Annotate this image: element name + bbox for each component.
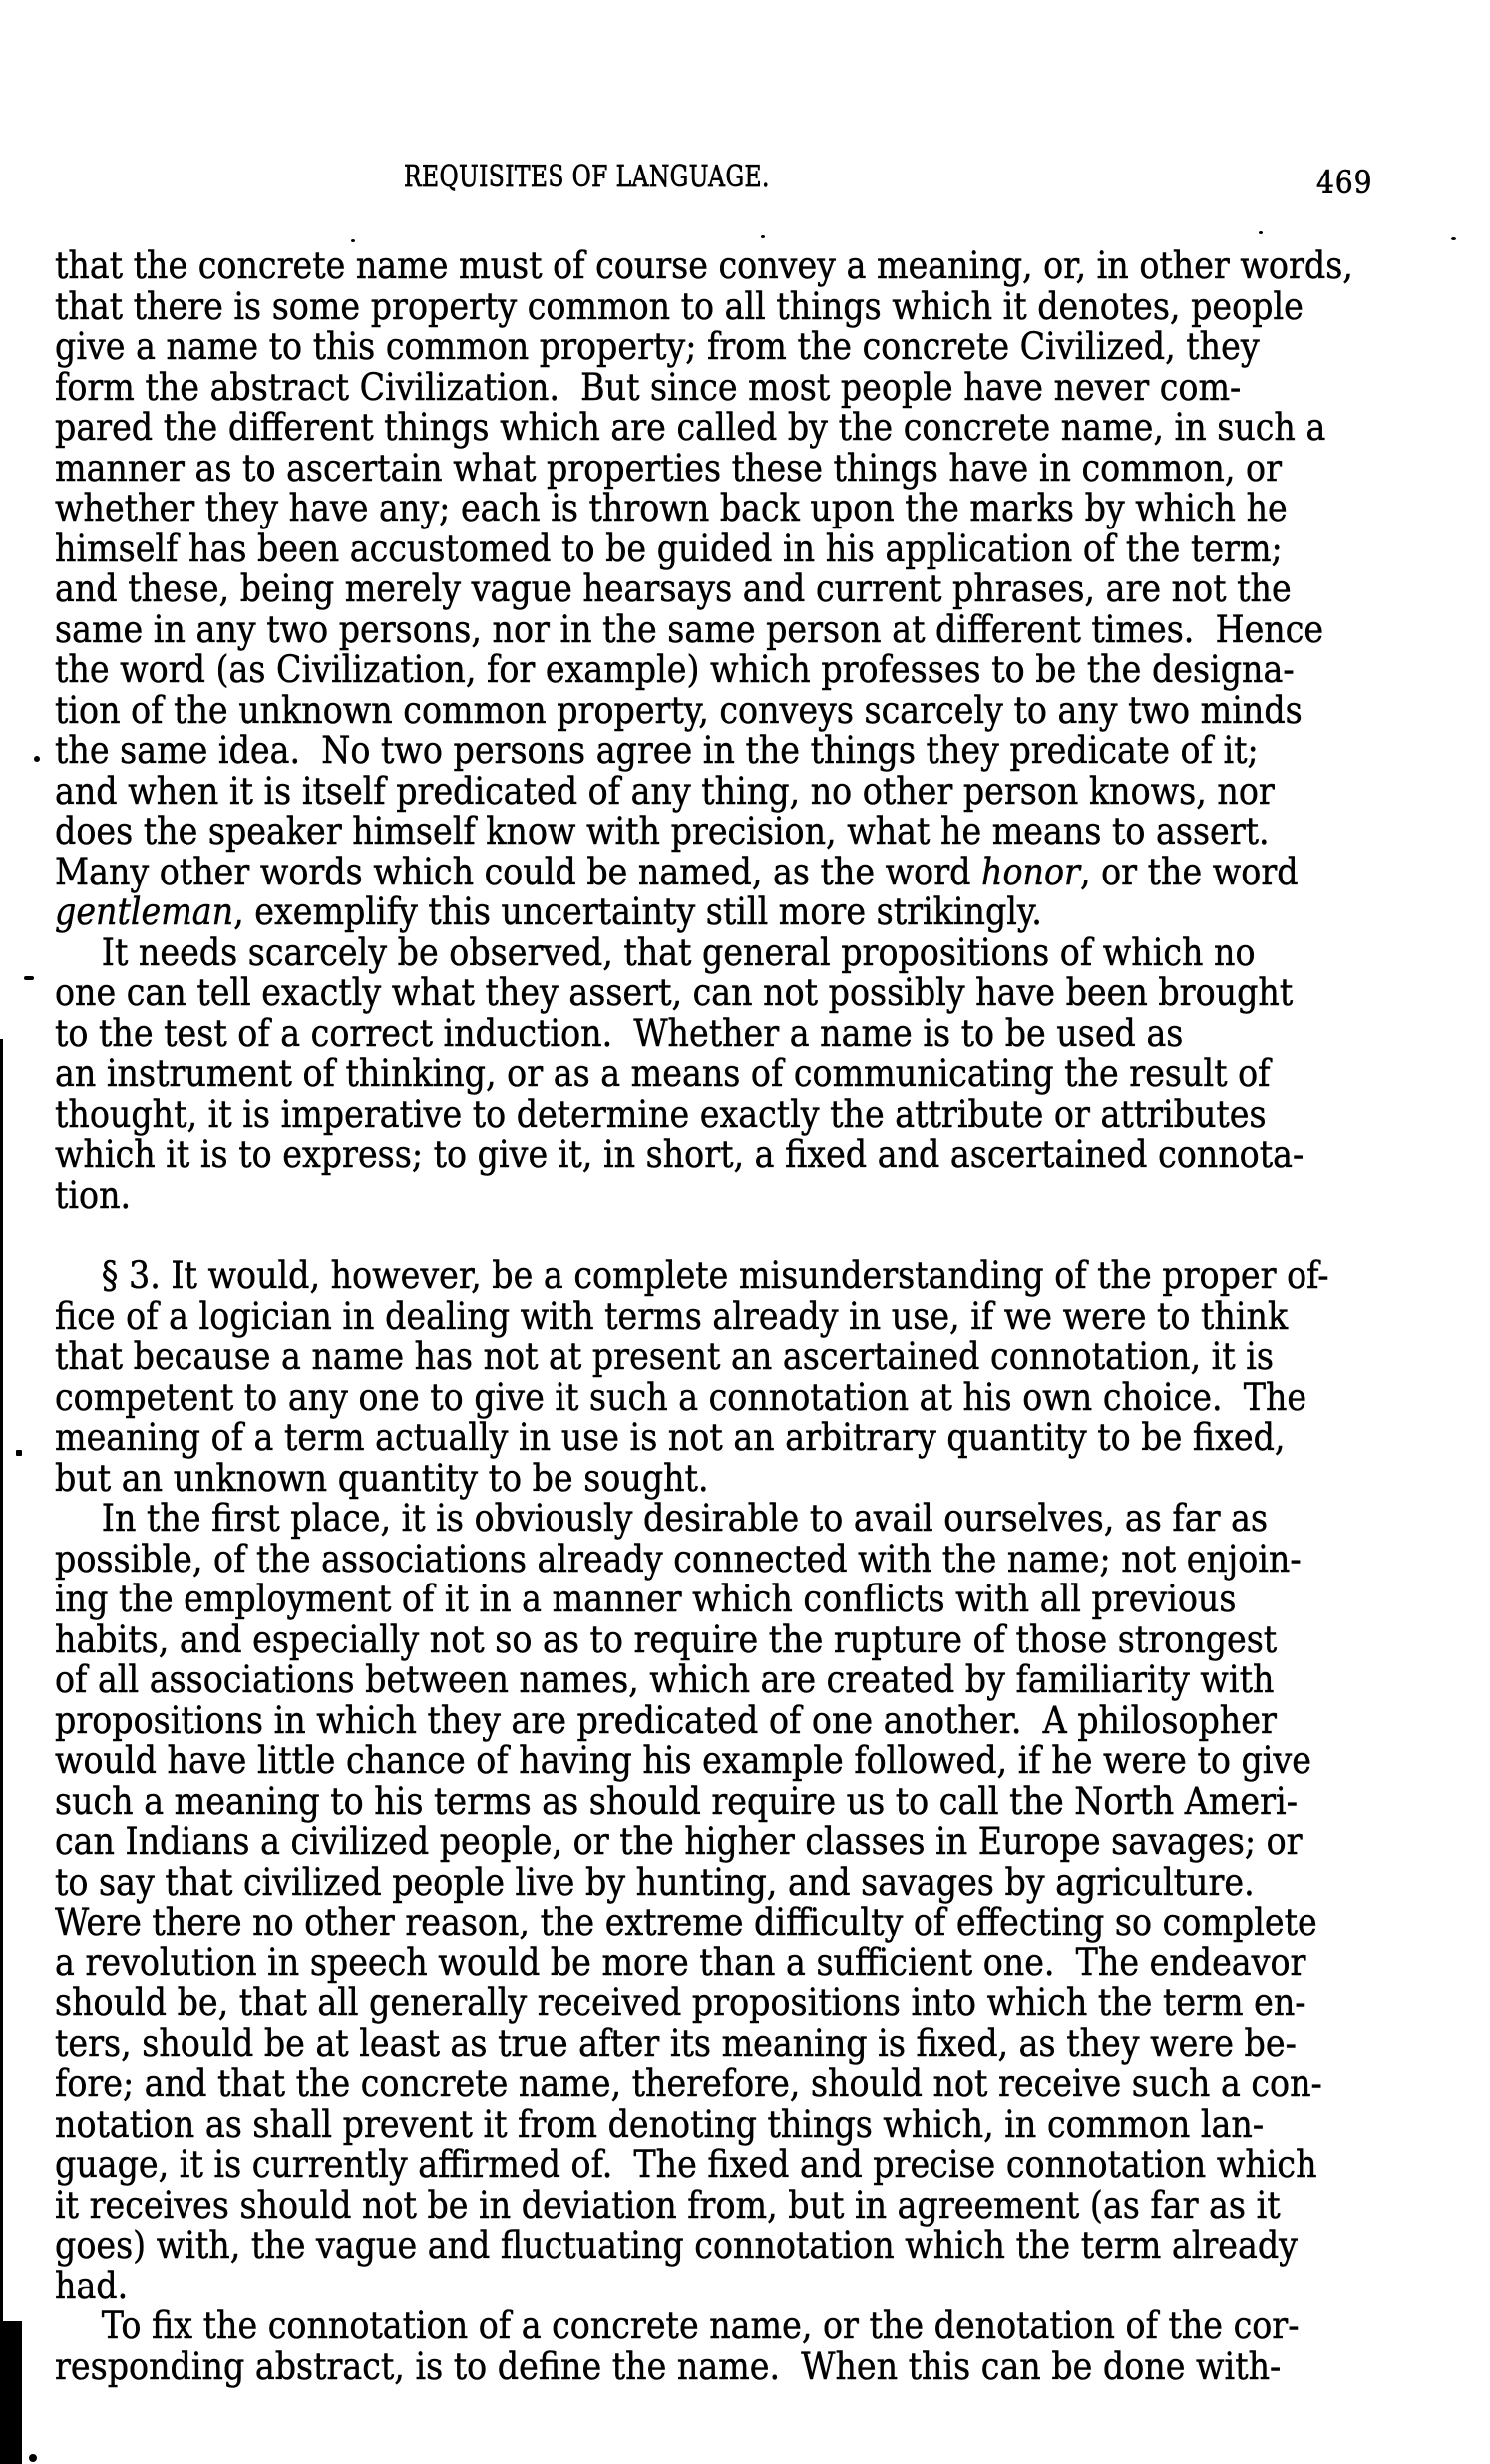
paragraph <box>55 1499 1453 2306</box>
text-line: the word (as Civilization, for example) which professes to be the designa- <box>55 648 1295 691</box>
text-line: In the first place, it is obviously desirable to avail ourselves, as far as <box>101 1497 1269 1540</box>
text-line: fice of a logician in dealing with terms already in use, if we were to think <box>55 1294 1289 1338</box>
text-line: does the speaker himself know with precision, what he means to assert. <box>55 810 1270 853</box>
text-line: fore; and that the concrete name, therefore, should not receive such a con- <box>55 2062 1322 2105</box>
text-line: can Indians a civilized people, or the higher classes in Europe savages; or <box>55 1820 1303 1863</box>
paragraph <box>55 1256 1453 1499</box>
text-line: it receives should not be in deviation from, but in agreement (as far as it <box>55 2183 1281 2227</box>
text-line: one can tell exactly what they assert, can not possibly have been brought <box>55 971 1294 1014</box>
text-line: tion. <box>55 1173 132 1217</box>
text-line: give a name to this common property; from the concrete Civilized, they <box>55 325 1260 368</box>
scan-speck <box>351 239 355 242</box>
running-header: REQUISITES OF LANGUAGE. <box>404 160 770 194</box>
text-line: of all associations between names, which are created by familiarity with <box>55 1658 1275 1701</box>
text-line: an instrument of thinking, or as a means of communicating the result of <box>55 1052 1271 1095</box>
text-line: had. <box>55 2264 129 2307</box>
text-line: Were there no other reason, the extreme difficulty of effecting so complete <box>55 1901 1317 1943</box>
text-line: gentleman, exemplify this uncertainty still more strikingly. <box>55 890 1042 933</box>
text-line: tion of the unknown common property, conveys scarcely to any two minds <box>55 688 1303 732</box>
text-line: habits, and especially not so as to require the rupture of those strongest <box>55 1617 1278 1661</box>
text-line: that because a name has not at present an ascertained connotation, it is <box>55 1335 1274 1378</box>
text-line: guage, it is currently affirmed of. The fixed and precise connotation which <box>55 2143 1317 2186</box>
scan-artifact-left-line <box>0 1039 3 2325</box>
text-line: that there is some property common to all things which it denotes, people <box>55 284 1304 328</box>
text-line: to say that civilized people live by hunting, and savages by agriculture. <box>55 1860 1255 1904</box>
scan-speck <box>16 1450 22 1456</box>
paragraph <box>55 930 1453 1217</box>
text-line: himself has been accustomed to be guided in his application of the term; <box>55 527 1283 570</box>
text-line: that the concrete name must of course convey a meaning, or, in other words, <box>55 244 1353 287</box>
scan-speck <box>1259 231 1263 234</box>
text-line: notation as shall prevent it from denoting things which, in common lan- <box>55 2102 1265 2146</box>
text-line: and these, being merely vague hearsays and current phrases, are not the <box>55 567 1292 610</box>
text-line: goes) with, the vague and fluctuating connotation which the term already <box>55 2224 1298 2267</box>
text-line: responding abstract, is to define the name. When this can be done with- <box>55 2344 1282 2388</box>
page-number: 469 <box>1316 164 1373 201</box>
text-line: § 3. It would, however, be a complete misunderstanding of the proper of- <box>101 1254 1329 1297</box>
text-line: competent to any one to give it such a connotation at his own choice. The <box>55 1375 1307 1419</box>
text-line: thought, it is imperative to determine exactly the attribute or attributes <box>55 1092 1267 1136</box>
text-line: ing the employment of it in a manner which conflicts with all previous <box>55 1578 1237 1620</box>
text-line: propositions in which they are predicated of one another. A philosopher <box>55 1698 1277 1742</box>
text-line: ters, should be at least as true after its meaning is fixed, as they were be- <box>55 2021 1297 2065</box>
text-line: such a meaning to his terms as should require us to call the North Ameri- <box>55 1779 1298 1823</box>
text-line: and when it is itself predicated of any thing, no other person knows, nor <box>55 769 1275 813</box>
text-line: a revolution in speech would be more than a sufficient one. The endeavor <box>55 1940 1306 1984</box>
text-line: To fix the connotation of a concrete name, or the denotation of the cor- <box>101 2304 1300 2347</box>
page-text <box>55 246 1453 2387</box>
text-line: but an unknown quantity to be sought. <box>55 1456 709 1500</box>
text-line: manner as to ascertain what properties these things have in common, or <box>55 446 1283 490</box>
scan-speck <box>34 756 40 762</box>
text-line: whether they have any; each is thrown back upon the marks by which he <box>55 487 1288 529</box>
text-line: which it is to express; to give it, in short, a fixed and ascertained connota- <box>55 1133 1304 1176</box>
text-line: pared the different things which are called by the concrete name, in such a <box>55 406 1326 449</box>
text-line: Many other words which could be named, as the word honor, or the word <box>55 850 1299 893</box>
scan-speck <box>1451 237 1456 240</box>
text-line: should be, that all generally received propositions into which the term en- <box>55 1981 1306 2024</box>
text-line: It needs scarcely be observed, that general propositions of which no <box>101 930 1256 974</box>
paragraph <box>55 2306 1453 2387</box>
scan-speck <box>761 235 765 238</box>
text-line: form the abstract Civilization. But since most people have never com- <box>55 365 1242 409</box>
text-line: possible, of the associations already connected with the name; not enjoin- <box>55 1537 1302 1581</box>
text-line: meaning of a term actually in use is not an arbitrary quantity to be fixed, <box>55 1416 1286 1459</box>
text-line: to the test of a correct induction. Whether a name is to be used as <box>55 1011 1184 1055</box>
paragraph <box>55 246 1453 933</box>
scan-artifact-left-bar <box>0 2321 22 2464</box>
text-line: would have little chance of having his example followed, if he were to give <box>55 1739 1311 1782</box>
text-line: same in any two persons, nor in the same person at different times. Hence <box>55 607 1324 651</box>
scan-speck <box>24 976 34 980</box>
scan-speck <box>29 2454 37 2462</box>
text-line: the same idea. No two persons agree in the things they predicate of it; <box>55 729 1259 772</box>
